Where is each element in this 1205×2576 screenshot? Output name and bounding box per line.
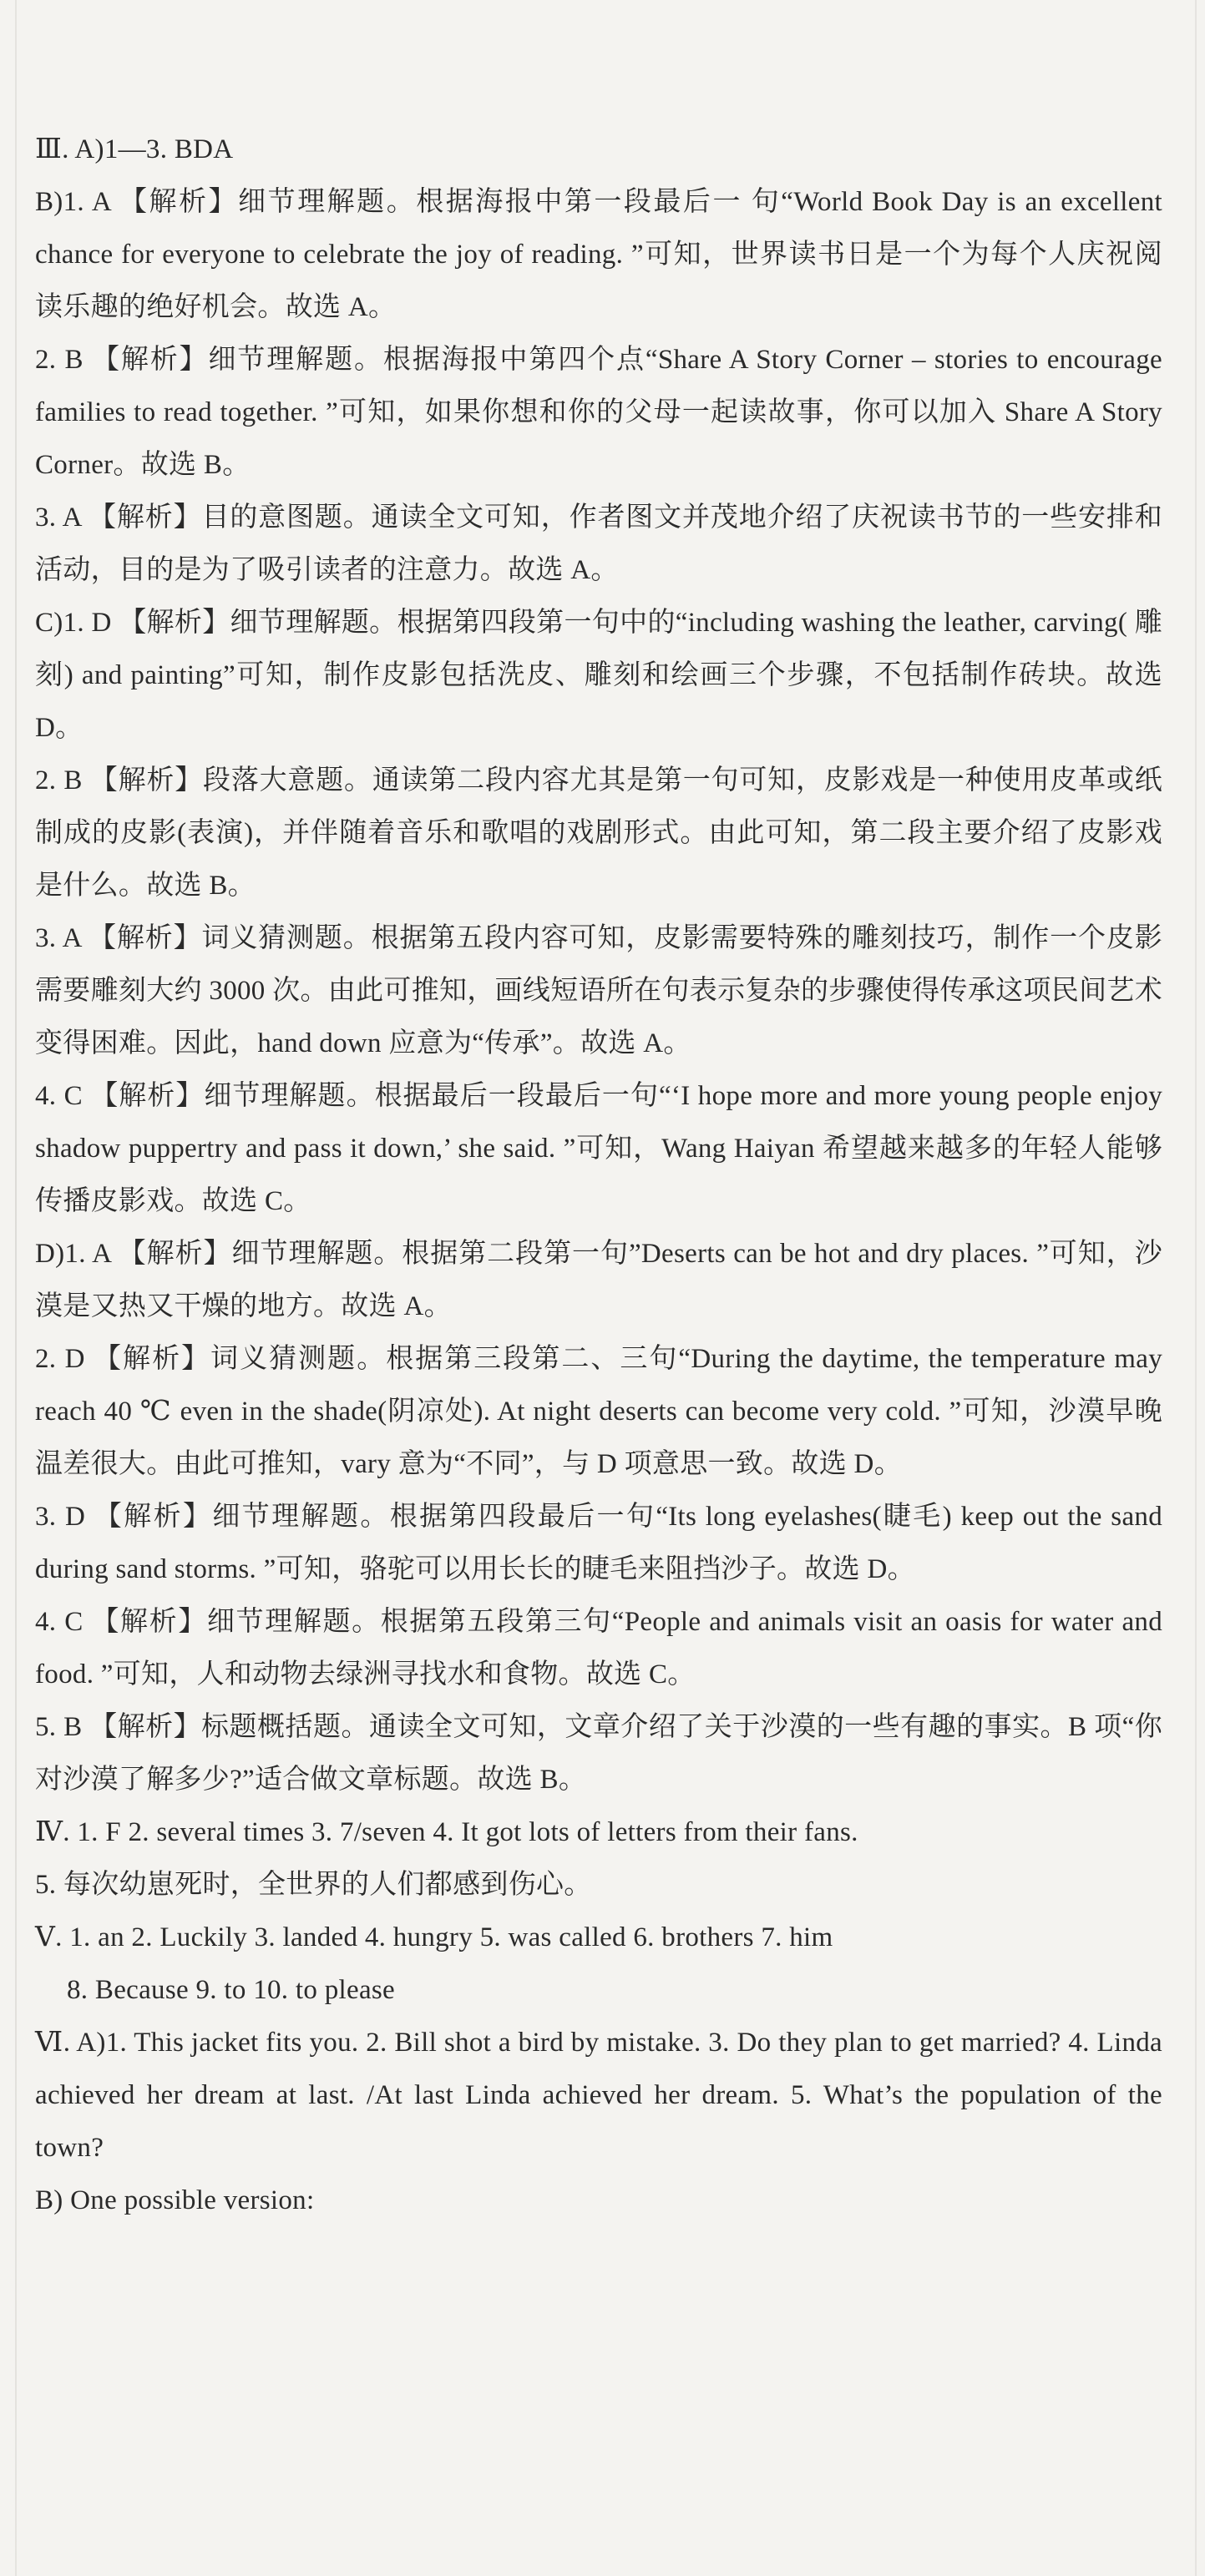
section-3b-q2: 2. B 【解析】细节理解题。根据海报中第四个点“Share A Story Corner – stories to encourage families to read together. ”可知，如果你想和你的父母一起读故事，你可以加入 Share A Story Corner。故选 B。 [35,345,1162,480]
section-6a-answers: Ⅵ. A)1. This jacket fits you. 2. Bill shot a bird by mistake. 3. Do they plan to get married? 4. Linda achieved her dream at last. /At last Linda achieved her dream. 5. What’s the population of the town? [35,2028,1162,2163]
section-3c-q2: 2. B 【解析】段落大意题。通读第二段内容尤其是第一句可知，皮影戏是一种使用皮革或纸制成的皮影(表演)，并伴随着音乐和歌唱的戏剧形式。由此可知，第二段主要介绍了皮影戏是什么。故选 B。 [35,765,1162,901]
section-3d-q1: D)1. A 【解析】细节理解题。根据第二段第一句”Deserts can be hot and dry places. ”可知，沙漠是又热又干燥的地方。故选 A。 [35,1239,1162,1321]
page-right-edge [1195,0,1197,2576]
section-3c-q3: 3. A 【解析】词义猜测题。根据第五段内容可知，皮影需要特殊的雕刻技巧，制作一个皮影需要雕刻大约 3000 次。由此可推知，画线短语所在句表示复杂的步骤使得传承这项民间艺术变得困难。因此，hand down 应意为“传承”。故选 A。 [35,923,1162,1058]
section-6b-heading: B) One possible version: [35,2185,315,2215]
page-left-edge [15,0,17,2576]
section-3d-q3: 3. D 【解析】细节理解题。根据第四段最后一句“Its long eyelashes(睫毛) keep out the sand during sand storms. ”可知，骆驼可以用长长的睫毛来阻挡沙子。故选 D。 [35,1502,1162,1584]
section-3a-answers: Ⅲ. A)1—3. BDA [35,134,234,164]
section-3c-q1: C)1. D 【解析】细节理解题。根据第四段第一句中的“including washing the leather, carving( 雕刻) and painting”可知，制作皮影包括洗皮、雕刻和绘画三个步骤，不包括制作砖块。故选 D。 [35,608,1162,743]
section-3b-q1: B)1. A 【解析】细节理解题。根据海报中第一段最后一 句“World Book Day is an excellent chance for everyone to celebrate the joy of reading. ”可知，世界读书日是一个为每个人庆祝阅读乐趣的绝好机会。故选 A。 [35,187,1162,322]
section-4-answers: Ⅳ. 1. F 2. several times 3. 7/seven 4. It got lots of letters from their fans. [35,1817,858,1847]
section-3d-q5: 5. B 【解析】标题概括题。通读全文可知，文章介绍了关于沙漠的一些有趣的事实。B 项“你对沙漠了解多少?”适合做文章标题。故选 B。 [35,1712,1162,1795]
section-5-answers-cont: 8. Because 9. to 10. to please [67,1975,395,2005]
section-3b-q3: 3. A 【解析】目的意图题。通读全文可知，作者图文并茂地介绍了庆祝读书节的一些安排和活动，目的是为了吸引读者的注意力。故选 A。 [35,503,1162,585]
section-4-q5: 5. 每次幼崽死时，全世界的人们都感到伤心。 [35,1870,592,1900]
section-3c-q4: 4. C 【解析】细节理解题。根据最后一段最后一句“‘I hope more and more young people enjoy shadow puppertry and pass it down,’ she said. ”可知，Wang Haiyan 希望越来越多的年轻人能够传播皮影戏。故选 C。 [35,1081,1162,1216]
section-3d-q2: 2. D 【解析】词义猜测题。根据第三段第二、三句“During the daytime, the temperature may reach 40 ℃ even in the shade(阴凉处). At night deserts can become very cold. ”可知，沙漠早晚温差很大。由此可推知，vary 意为“不同”，与 D 项意思一致。故选 D。 [35,1344,1162,1479]
section-3d-q4: 4. C 【解析】细节理解题。根据第五段第三句“People and animals visit an oasis for water and food. ”可知，人和动物去绿洲寻找水和食物。故选 C。 [35,1607,1162,1690]
section-5-answers: Ⅴ. 1. an 2. Luckily 3. landed 4. hungry 5. was called 6. brothers 7. him [35,1922,833,1952]
answer-key-text [35,124,1162,2227]
